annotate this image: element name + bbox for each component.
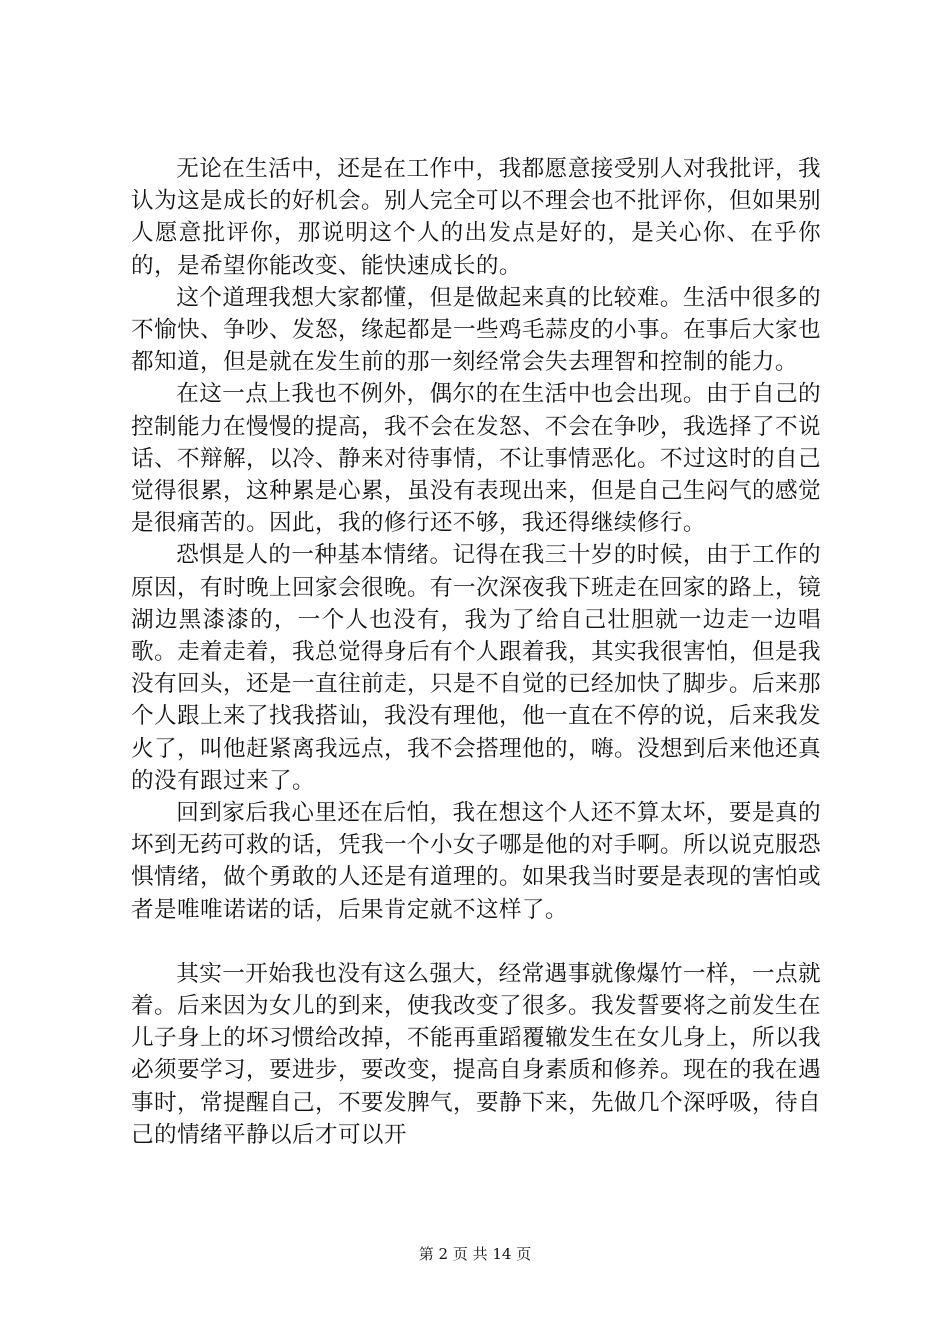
page-number-footer: 第 2 页 共 14 页 <box>418 1245 532 1263</box>
document-body <box>131 153 821 1151</box>
paragraph: 这个道理我想大家都懂，但是做起来真的比较难。生活中很多的不愉快、争吵、发怒，缘起都是一些鸡毛蒜皮的小事。在事后大家也都知道，但是就在发生前的那一刻经常会失去理智和控制的能力。 <box>131 284 821 376</box>
paragraph: 回到家后我心里还在后怕，我在想这个人还不算太坏，要是真的坏到无药可救的话，凭我一个小女子哪是他的对手啊。所以说克服恐惧情绪，做个勇敢的人还是有道理的。如果我当时要是表现的害怕或者是唯唯诺诺的话，后果肯定就不这样了。 <box>131 800 821 923</box>
paragraph: 无论在生活中，还是在工作中，我都愿意接受别人对我批评，我认为这是成长的好机会。别人完全可以不理会也不批评你，但如果别人愿意批评你，那说明这个人的出发点是好的，是关心你、在乎你的，是希望你能改变、能快速成长的。 <box>131 156 821 279</box>
paragraph: 在这一点上我也不例外，偶尔的在生活中也会出现。由于自己的控制能力在慢慢的提高，我不会在发怒、不会在争吵，我选择了不说话、不辩解，以冷、静来对待事情，不让事情恶化。不过这时的自己觉得很累，这种累是心累，虽没有表现出来，但是自己生闷气的感觉是很痛苦的。因此，我的修行还不够，我还得继续修行。 <box>131 381 821 537</box>
paragraph: 恐惧是人的一种基本情绪。记得在我三十岁的时候，由于工作的原因，有时晚上回家会很晚。有一次深夜我下班走在回家的路上，镜湖边黑漆漆的，一个人也没有，我为了给自己壮胆就一边走一边唱歌。走着走着，我总觉得身后有个人跟着我，其实我很害怕，但是我没有回头，还是一直往前走，只是不自觉的已经加快了脚步。后来那个人跟上来了找我搭讪，我没有理他，他一直在不停的说，后来我发火了，叫他赶紧离我远点，我不会搭理他的，嗨。没想到后来他还真的没有跟过来了。 <box>131 542 821 794</box>
paragraph: 其实一开始我也没有这么强大，经常遇事就像爆竹一样，一点就着。后来因为女儿的到来，使我改变了很多。我发誓要将之前发生在儿子身上的坏习惯给改掉，不能再重蹈覆辙发生在女儿身上，所以我必须要学习，要进步，要改变，提高自身素质和修养。现在的我在遇事时，常提醒自己，不要发脾气，要静下来，先做几个深呼吸，待自己的情绪平静以后才可以开 <box>131 960 821 1148</box>
